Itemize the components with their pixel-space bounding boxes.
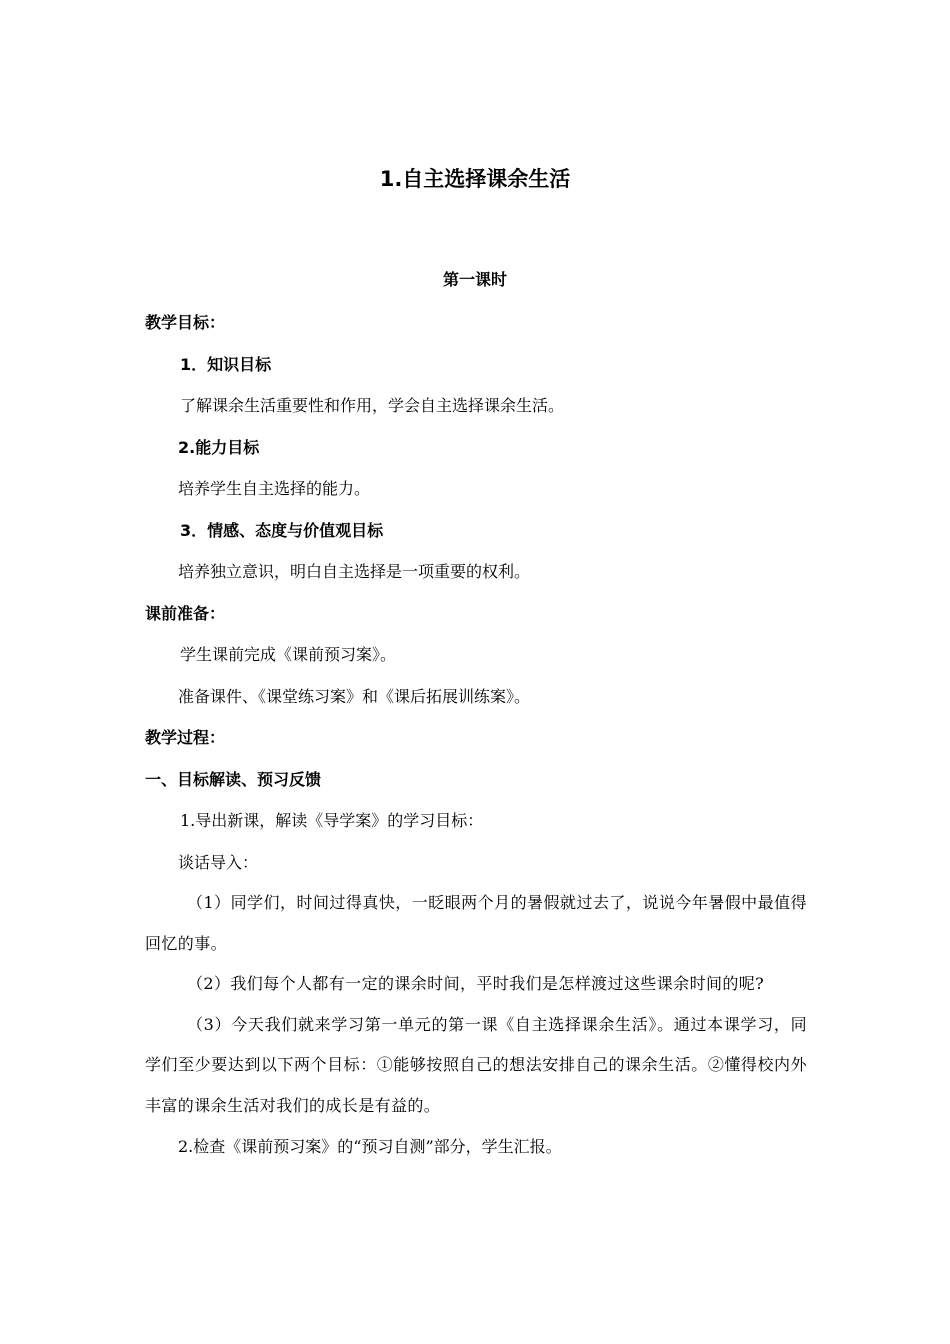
knowledge-objective-text: 了解课余生活重要性和作用，学会自主选择课余生活。 <box>180 396 565 415</box>
objectives-heading: 教学目标： <box>145 313 226 332</box>
document-body <box>145 302 807 1168</box>
ability-objective-heading: 2.能力目标 <box>178 437 260 457</box>
preparation-heading: 课前准备： <box>145 603 226 623</box>
step-text: 2.检查《课前预习案》的“预习自测”部分，学生汇报。 <box>178 1137 562 1156</box>
document-title: 1.自主选择课余生活 <box>379 167 571 191</box>
preparation-item: 学生课前完成《课前预习案》。 <box>180 645 397 664</box>
intro-label: 谈话导入： <box>178 852 259 872</box>
emotion-objective-heading: 3．情感、态度与价值观目标 <box>180 520 384 540</box>
lesson-period-heading: 第一课时 <box>442 270 507 289</box>
question-paragraph: （1）同学们，时间过得真快，一眨眼两个月的暑假就过去了，说说今年暑假中最值得回忆的事。 <box>145 893 807 953</box>
question-paragraph: （3）今天我们就来学习第一单元的第一课《自主选择课余生活》。通过本课学习，同学们至少要达到以下两个目标：①能够按照自己的想法安排自己的课余生活。②懂得校内外丰富的课余生活对我们的成长是有益的。 <box>145 1014 807 1115</box>
process-heading: 教学过程： <box>145 728 226 747</box>
preparation-item: 准备课件、《课堂练习案》和《课后拓展训练案》。 <box>178 686 531 706</box>
ability-objective-text: 培养学生自主选择的能力。 <box>178 479 371 498</box>
section-heading: 一、目标解读、预习反馈 <box>145 769 322 789</box>
emotion-objective-text: 培养独立意识，明白自主选择是一项重要的权利。 <box>178 562 531 581</box>
knowledge-objective-heading: 1．知识目标 <box>180 354 272 374</box>
step-text: 1.导出新课，解读《导学案》的学习目标： <box>180 811 484 830</box>
question-paragraph: （2）我们每个人都有一定的课余时间，平时我们是怎样渡过这些课余时间的呢? <box>187 974 765 993</box>
